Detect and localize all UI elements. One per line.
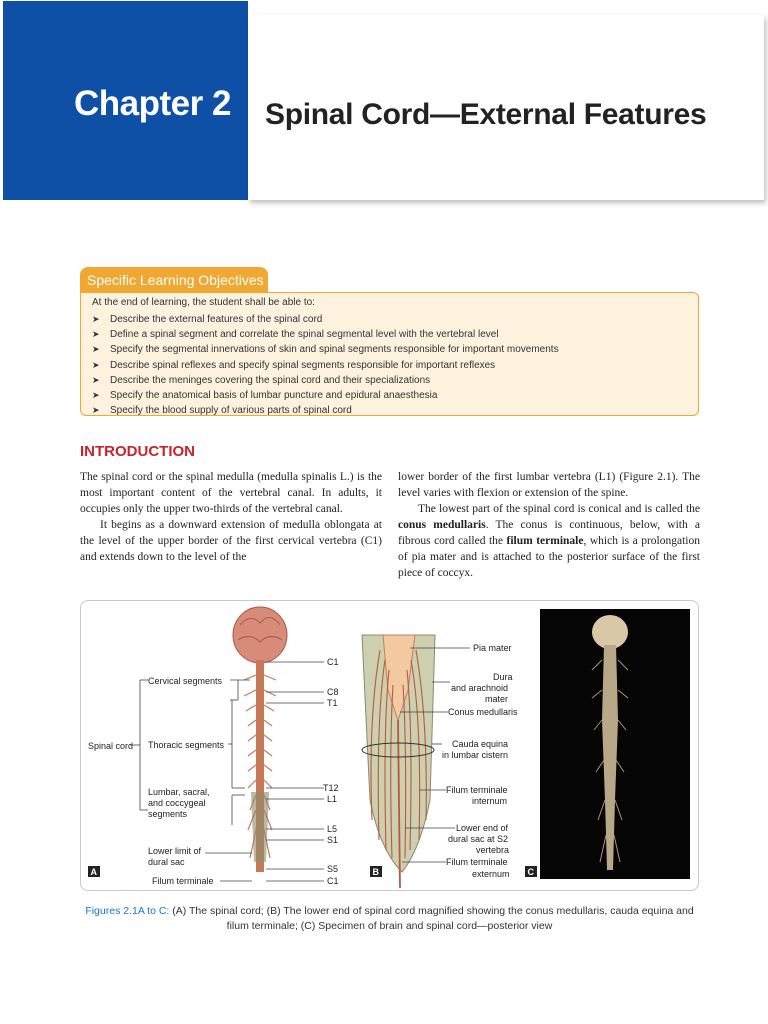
level-label: C1 (327, 876, 339, 886)
intro-paragraph: The lowest part of the spinal cord is conical and is called the conus medullaris. The conus is continuous, below, with a fibrous cord called the filum terminale, which is a prolongation of pia mater and is attached to the posterior surface of the first piece of coccyx. (398, 503, 700, 579)
figure-caption-text: (A) The spinal cord; (B) The lower end of spinal cord magnified showing the conus medullaris, cauda equina and filum terminale; (C) Specimen of brain and spinal cord—posterior view (169, 905, 694, 932)
chapter-label: Chapter 2 (74, 84, 231, 123)
label-fti-1: Filum terminale (446, 785, 508, 795)
objective-item: ➤ Specify the segmental innervations of skin and spinal segments responsible for important movements (92, 342, 559, 357)
panel-a (88, 607, 339, 886)
arrow-bullet-icon: ➤ (92, 329, 100, 340)
panel-letter: C (527, 867, 534, 877)
intro-column-right (398, 469, 700, 581)
term-conus: conus medullaris (398, 519, 486, 531)
arrow-bullet-icon: ➤ (92, 374, 100, 385)
panel-letter: B (372, 867, 379, 877)
label-fti-2: internum (472, 796, 508, 806)
level-label: L1 (327, 794, 338, 804)
label-lower-end-2: dural sac at S2 (448, 834, 509, 844)
level-label: S1 (327, 835, 339, 845)
label-lumbar-3: segments (148, 809, 188, 819)
label-dura-2: and arachnoid (451, 683, 509, 693)
label-pia-mater: Pia mater (473, 643, 512, 653)
objective-item: ➤ Define a spinal segment and correlate the spinal segmental level with the vertebral level (92, 327, 559, 342)
objective-item: ➤ Specify the blood supply of various parts of spinal cord (92, 403, 559, 418)
label-dura-3: mater (485, 694, 509, 704)
label-lower-end-3: vertebra (476, 845, 510, 855)
label-lower-limit-2: dural sac (148, 857, 185, 867)
label-lumbar-1: Lumbar, sacral, (148, 787, 210, 797)
label-fte-2: externum (472, 869, 510, 879)
intro-paragraph: lower border of the first lumbar vertebra (L1) (Figure 2.1). The level varies with flexion or extension of the spine. (398, 471, 700, 499)
label-fte-1: Filum terminale (446, 857, 508, 867)
label-lower-limit-1: Lower limit of (148, 846, 202, 856)
arrow-bullet-icon: ➤ (92, 359, 100, 370)
label-conus-medullaris: Conus medullaris (448, 707, 518, 717)
chapter-title: Spinal Cord—External Features (265, 98, 707, 131)
term-filum: filum terminale (506, 535, 584, 547)
objective-item: ➤ Describe spinal reflexes and specify spinal segments responsible for important reflexes (92, 358, 559, 373)
label-lower-end-1: Lower end of (456, 823, 509, 833)
arrow-bullet-icon: ➤ (92, 405, 100, 416)
figure-caption-lead: Figures 2.1A to C: (85, 905, 170, 917)
objectives-intro: At the end of learning, the student shall be able to: (92, 297, 315, 308)
panel-c (525, 609, 690, 879)
objective-item: ➤ Specify the anatomical basis of lumbar puncture and epidural anaesthesia (92, 388, 559, 403)
intro-paragraph: It begins as a downward extension of medulla oblongata at the level of the upper border of the first cervical vertebra (C1) and extends down to the level of the (80, 519, 382, 563)
objective-item: ➤ Describe the meninges covering the spinal cord and their specializations (92, 373, 559, 388)
arrow-bullet-icon: ➤ (92, 344, 100, 355)
label-cauda-1: Cauda equina (452, 739, 509, 749)
intro-paragraph: The spinal cord or the spinal medulla (medulla spinalis L.) is the most important content of the vertebral canal. In adults, it occupies only the upper two-thirds of the vertebral canal. (80, 471, 382, 515)
label-spinal-cord: Spinal cord (88, 741, 134, 751)
label-filum-terminale: Filum terminale (152, 876, 214, 886)
brain-illustration (233, 607, 287, 663)
figure-illustration (80, 600, 699, 891)
intro-column-left (80, 469, 382, 565)
panel-b (362, 635, 518, 888)
arrow-bullet-icon: ➤ (92, 389, 100, 400)
level-label: T12 (323, 783, 339, 793)
label-thoracic-segments: Thoracic segments (148, 740, 225, 750)
panel-letter: A (90, 867, 97, 877)
objectives-list (92, 312, 559, 418)
introduction-heading: INTRODUCTION (80, 443, 195, 460)
level-label: C8 (327, 687, 339, 697)
label-lumbar-2: and coccygeal (148, 798, 206, 808)
objective-item: ➤ Describe the external features of the spinal cord (92, 312, 559, 327)
level-label: C1 (327, 657, 339, 667)
figure-caption (80, 904, 699, 934)
label-dura-1: Dura (493, 672, 513, 682)
level-label: T1 (327, 698, 338, 708)
specimen-brain (592, 615, 628, 649)
level-label: S5 (327, 864, 339, 874)
label-cauda-2: in lumbar cistern (442, 750, 509, 760)
level-label: L5 (327, 824, 338, 834)
label-cervical-segments: Cervical segments (148, 676, 223, 686)
chapter-header (0, 0, 768, 204)
objectives-title: Specific Learning Objectives (87, 272, 264, 288)
arrow-bullet-icon: ➤ (92, 314, 100, 324)
